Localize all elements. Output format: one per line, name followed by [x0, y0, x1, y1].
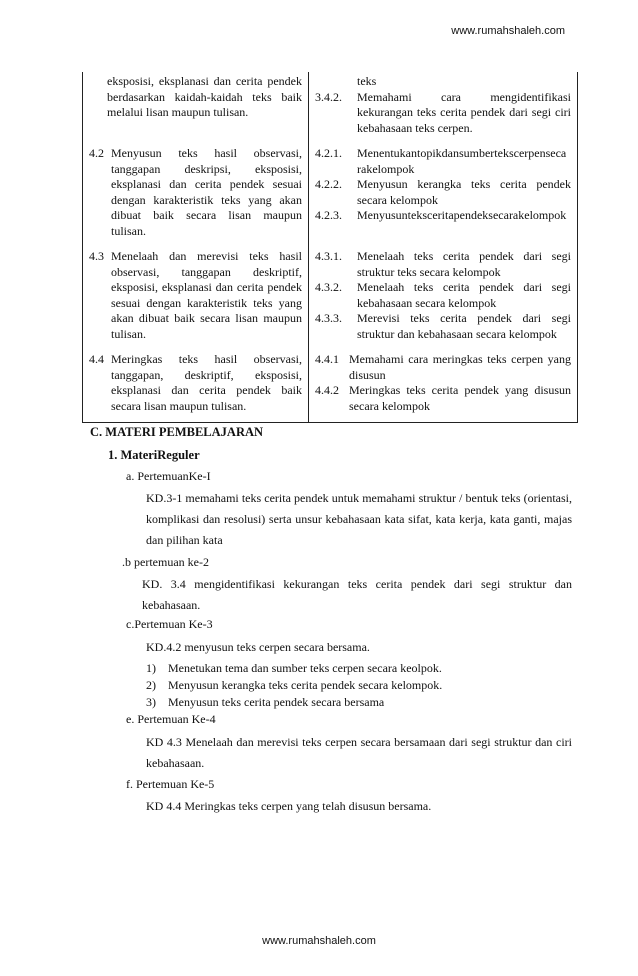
indicator-item	[315, 208, 571, 224]
indicator-number: 4.3.1.	[315, 249, 342, 263]
indicator-number: 4.3.2.	[315, 280, 342, 294]
meeting-text: KD 4.3 Menelaah dan merevisi teks cerpen secara bersamaan dari segi struktur dan ciri kebahasaan.	[146, 735, 572, 770]
indicator-number: 4.2.2.	[315, 177, 342, 191]
kd-text: eksposisi, eksplanasi dan cerita pendek berdasarkan kaidah-kaidah teks baik melalui lisan maupun tulisan.	[107, 74, 302, 119]
footer-site: www.rumahshaleh.com	[262, 935, 376, 947]
list-item: 1) Menetukan tema dan sumber teks cerpen secara keolpok.	[146, 661, 442, 675]
indicator-item	[315, 311, 571, 342]
indicator-item	[315, 249, 571, 280]
indicator-number: 4.4.1	[315, 352, 339, 366]
section-heading: C. MATERI PEMBELAJARAN	[90, 425, 264, 439]
indicator-text: Menelaah teks cerita pendek dari segi struktur teks secara kelompok	[357, 249, 571, 279]
indicator-number: 4.4.2	[315, 383, 339, 397]
indicator-item	[315, 146, 571, 177]
indicator-text: Menentukantopikdansumbertekscerpenseca rakelompok	[357, 146, 567, 176]
meeting-text: KD.4.2 menyusun teks cerpen secara bersama.	[146, 640, 370, 654]
meeting-text: KD.3-1 memahami teks cerita pendek untuk memahami struktur / bentuk teks (orientasi, komplikasi dan resolusi) serta unsur kebahasaan kata sifat, kata kerja, kata ganti, majas dan pilihan kata	[146, 491, 572, 547]
indicator-number: 4.2.1.	[315, 146, 342, 160]
table-cell-right	[309, 144, 578, 247]
table-row	[83, 247, 578, 350]
indicator-text: Meringkas teks cerita pendek yang disusun secara kelompok	[349, 383, 571, 413]
indicator-item	[315, 90, 571, 137]
table-row	[83, 144, 578, 247]
indicator-text: Merevisi teks cerita pendek dari segi struktur dan kebahasaan secara kelompok	[357, 311, 571, 341]
subsection-heading: 1. MateriReguler	[108, 448, 200, 462]
meeting-label: a. PertemuanKe-I	[126, 469, 211, 483]
table-cell-right	[309, 72, 578, 144]
header-site: www.rumahshaleh.com	[451, 25, 565, 37]
table-cell-right	[309, 247, 578, 350]
kd-text: Menelaah dan merevisi teks hasil observasi, tanggapan deskriptif, eksposisi, eksplanasi dan cerita pendek sesuai dengan karakteristik teks yang akan dibuat baik secara lisan maupun tulisan.	[111, 249, 302, 341]
table-cell-left	[83, 350, 309, 423]
table-row	[83, 72, 578, 144]
kd-number: 4.4	[89, 352, 104, 366]
competency-table	[82, 72, 578, 423]
kd-text: Meringkas teks hasil observasi, tanggapan, deskriptif, eksposisi, eksplanasi dan cerita pendek baik secara lisan maupun tulisan.	[111, 352, 302, 413]
table-cell-left	[83, 247, 309, 350]
indicator-item	[315, 352, 571, 383]
meeting-label: c.Pertemuan Ke-3	[126, 617, 213, 631]
meeting-label: f. Pertemuan Ke-5	[126, 777, 215, 791]
indicator-item	[315, 383, 571, 414]
table-cell-left	[83, 72, 309, 144]
kd-item	[89, 352, 302, 414]
kd-item	[89, 249, 302, 342]
list-item: 2) Menyusun kerangka teks cerita pendek secara kelompok.	[146, 678, 443, 692]
kd-text: Menyusun teks hasil observasi, tanggapan deskripsi, eksposisi, eksplanasi dan cerita pendek sesuai dengan karakteristik teks yang akan dibuat baik secara lisan maupun tulisan.	[111, 146, 302, 238]
meeting-text: KD. 3.4 mengidentifikasi kekurangan teks cerita pendek dari segi struktur dan kebahasaan.	[142, 577, 572, 612]
indicator-number: 4.2.3.	[315, 208, 342, 222]
kd-number: 4.3	[89, 249, 104, 263]
kd-number: 4.2	[89, 146, 104, 160]
indicator-continuation: teks	[357, 74, 377, 88]
list-item: 3) Menyusun teks cerita pendek secara bersama	[146, 695, 385, 709]
meeting-step-list	[146, 660, 442, 711]
kd-item	[89, 146, 302, 239]
indicator-text: Memahami cara mengidentifikasi kekurangan teks cerita pendek dari segi ciri kebahasaan teks cerpen.	[357, 89, 571, 135]
indicator-number: 4.3.3.	[315, 311, 342, 325]
indicator-text: Menyusun kerangka teks cerita pendek secara kelompok	[357, 177, 571, 207]
indicator-number: 3.4.2.	[315, 89, 342, 104]
indicator-item	[315, 177, 571, 208]
indicator-text: Menyusunteksceritapendeksecarakelompok	[357, 208, 567, 222]
table-row	[83, 350, 578, 423]
meeting-text: KD 4.4 Meringkas teks cerpen yang telah disusun bersama.	[146, 799, 432, 813]
indicator-item	[315, 280, 571, 311]
table-cell-left	[83, 144, 309, 247]
indicator-text: Memahami cara meringkas teks cerpen yang disusun	[349, 352, 571, 382]
indicator-text: Menelaah teks cerita pendek dari segi kebahasaan secara kelompok	[357, 280, 571, 310]
meeting-label: e. Pertemuan Ke-4	[126, 712, 216, 726]
meeting-label: .b pertemuan ke-2	[122, 555, 209, 569]
table-cell-right	[309, 350, 578, 423]
